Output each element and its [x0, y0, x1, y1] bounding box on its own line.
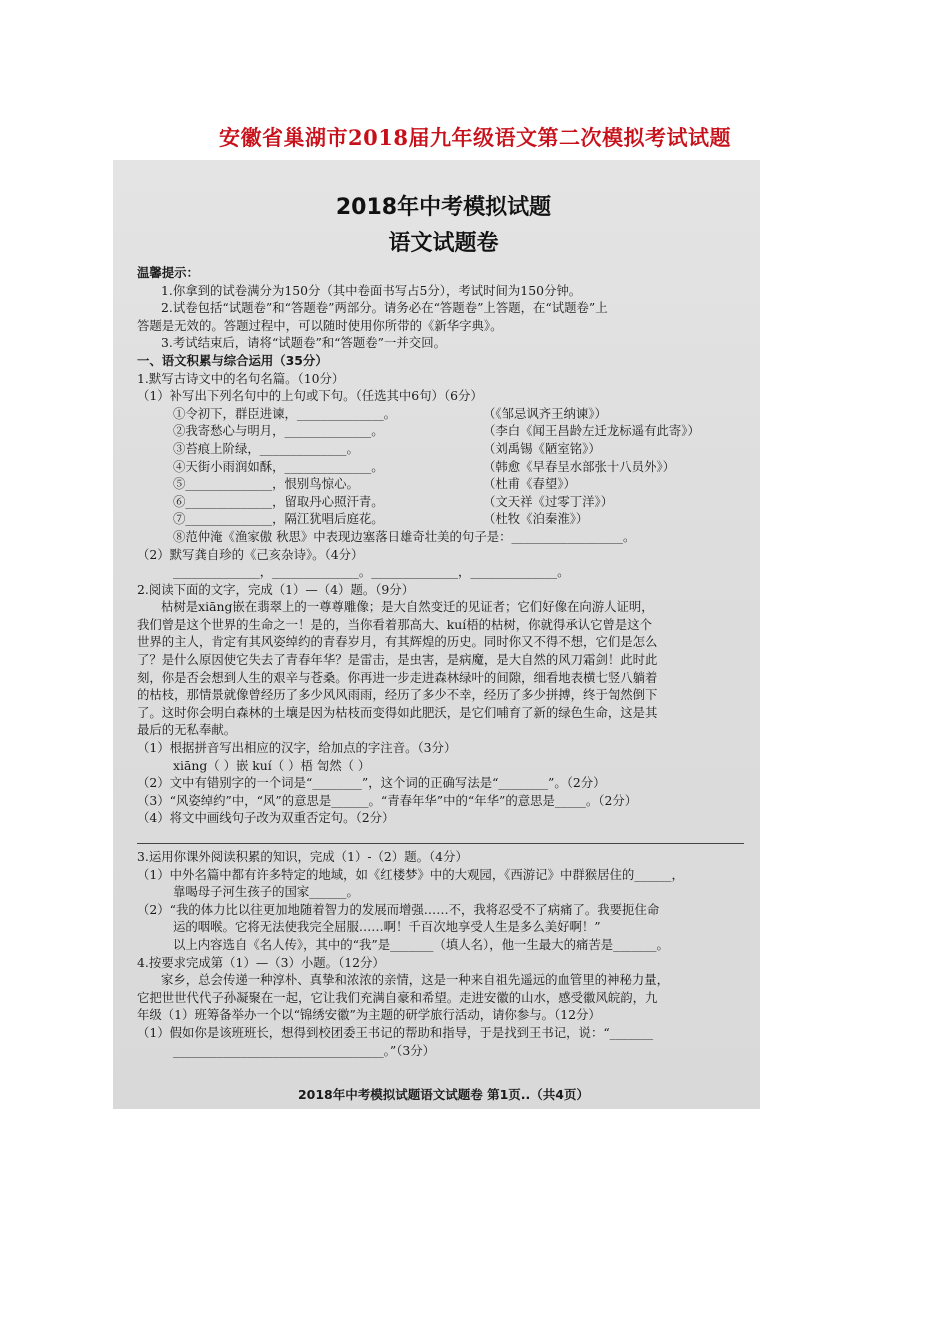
tip-line: 答题是无效的。答题过程中，可以随时使用你所带的《新华字典》。 — [137, 317, 503, 333]
question-3: 3.运用你课外阅读积累的知识，完成（1）-（2）题。（4分） — [137, 849, 468, 864]
poem-line — [137, 440, 750, 458]
poem-line-8: ⑧范仲淹《渔家傲 秋思》中表现边塞落日雄奇壮美的句子是：__________________。 — [173, 528, 636, 544]
question-2-3: （3）“风姿绰约”中，“风”的意思是______。“青春年华”中的“年华”的意思是_____。（2分） — [137, 792, 638, 808]
poem-source: （韩愈《早春呈水部张十八员外》） — [483, 458, 676, 474]
poem-source: （杜牧《泊秦淮》） — [483, 511, 589, 527]
exam-title: 2018年中考模拟试题 — [335, 195, 552, 220]
poem-left: ⑦______________，隔江犹唱后庭花。 — [173, 511, 384, 527]
poem-source: （《邹忌讽齐王纳谏》） — [483, 405, 607, 421]
passage-line: 的枯枝，那情景就像曾经历了多少风风雨雨，经历了多少不幸，经历了多少拼搏，终于訇然倒下 — [137, 687, 658, 703]
question-3-2-prompt: 以上内容选自《名人传》，其中的“我”是_______（填人名），他一生最大的痛苦是_______。 — [173, 936, 669, 952]
poem-source: （杜甫《春望》） — [483, 476, 576, 492]
passage-line: 最后的无私奉献。 — [137, 722, 237, 738]
passage-line: 了？是什么原因使它失去了青春年华？是雷击，是虫害，是病魔，是大自然的风刀霜剑！此时此 — [137, 652, 658, 668]
passage-line: 家乡，总会传递一种淳朴、真挚和浓浓的亲情，这是一种来自祖先遥远的血管里的神秘力量， — [161, 972, 670, 988]
poem-line — [137, 458, 750, 476]
poem-line — [137, 405, 750, 423]
poem-line — [137, 422, 750, 440]
scanned-exam-page — [113, 160, 760, 1109]
question-3-1-cont: 靠喝母子河生孩子的国家______。 — [173, 884, 359, 900]
poem-left: ④天街小雨润如酥，______________。 — [173, 458, 384, 474]
poem-left: ①令初下，群臣进谏，______________。 — [173, 405, 397, 421]
question-2-4: （4）将文中画线句子改为双重否定句。（2分） — [137, 810, 395, 826]
tip-line: 2.试卷包括“试题卷”和“答题卷”两部分。请务必在“答题卷”上答题，在“试题卷”上 — [161, 300, 608, 316]
question-3-1: （1）中外名篇中都有许多特定的地域，如《红楼梦》中的大观园，《西游记》中群猴居住的______， — [137, 866, 684, 882]
tip-line: 1.你拿到的试卷满分为150分（其中卷面书写占5分），考试时间为150分钟。 — [161, 282, 582, 298]
poem-left: ⑤______________，恨别鸟惊心。 — [173, 476, 359, 492]
poem-left: ③苔痕上阶绿，______________。 — [173, 440, 359, 456]
poem-source: （文天祥《过零丁洋》） — [483, 493, 614, 509]
pinyin-items: xiāng（ ）嵌 kuí（ ）梧 訇然（ ） — [173, 757, 371, 773]
poem-left: ②我寄愁心与明月，______________。 — [173, 423, 384, 439]
question-1-1: （1）补写出下列名句中的上句或下句。（任选其中6句）（6分） — [137, 388, 483, 404]
question-4: 4.按要求完成第（1）—（3）小题。（12分） — [137, 954, 385, 970]
question-4-1: （1）假如你是该班班长，想得到校团委王书记的帮助和指导，于是找到王书记，说：“_______ — [137, 1024, 654, 1040]
poem-line — [137, 475, 750, 493]
exam-subtitle: 语文试题卷 — [388, 231, 499, 256]
question-2: 2.阅读下面的文字，完成（1）—（4）题。（9分） — [137, 581, 415, 597]
poem-source: （刘禹锡《陋室铭》） — [483, 440, 601, 456]
poem-source: （李白《闻王昌龄左迁龙标遥有此寄》） — [483, 423, 700, 439]
poem-left: ⑥______________，留取丹心照汗青。 — [173, 493, 384, 509]
passage-line: 它把世世代代子孙凝聚在一起，它让我们充满自豪和希望。走进安徽的山水，感受徽风皖韵，九 — [137, 989, 658, 1005]
poem-line — [137, 510, 750, 528]
question-1-2: （2）默写龚自珍的《己亥杂诗》。（4分） — [137, 546, 364, 562]
document-title: 安徽省巢湖市2018届九年级语文第二次模拟考试试题 — [219, 125, 731, 150]
passage-line: 世界的主人，肯定有其风姿绰约的青春岁月，有其辉煌的历史。同时你又不得不想，它们是怎么 — [137, 634, 658, 650]
tip-line: 3.考试结束后，请将“试题卷”和“答题卷”一并交回。 — [161, 335, 446, 351]
question-2-1: （1）根据拼音写出相应的汉字，给加点的字注音。（3分） — [137, 740, 457, 756]
passage-line: 枯树是xiāng嵌在翡翠上的一尊尊雕像；是大自然变迁的见证者；它们好像在向游人证明， — [161, 599, 654, 615]
passage-line: 了。这时你会明白森林的土壤是因为枯枝而变得如此肥沃，是它们哺育了新的绿色生命，这是其 — [137, 704, 658, 720]
poem-line — [137, 493, 750, 511]
question-3-2-cont: 运的咽喉。它将无法使我完全屈服……啊！千百次地享受人生是多么美好啊！” — [173, 919, 601, 935]
passage-line: 刻，你是否会想到人生的艰辛与苍桑。你再进一步走进森林绿叶的间隙，细看地表横七竖八躺着 — [137, 669, 658, 685]
question-4-1-cont: __________________________________。”（3分） — [173, 1042, 436, 1058]
passage-line: 我们曾是这个世界的生命之一！是的，当你看着那高大、kuí梧的枯树，你就得承认它曾是这个 — [137, 616, 653, 632]
question-2-2: （2）文中有错别字的一个词是“________”，这个词的正确写法是“________”。（2分） — [137, 775, 606, 791]
tips-heading: 温馨提示： — [137, 265, 199, 280]
section-heading: 一、语文积累与综合运用（35分） — [137, 352, 328, 368]
question-3-2: （2）“我的体力比以往更加地随着智力的发展而增强……不，我将忍受不了病痛了。我要扼住命 — [137, 901, 660, 917]
exam-body — [137, 264, 750, 1059]
question-1: 1.默写古诗文中的名句名篇。（10分） — [137, 370, 345, 386]
answer-line — [137, 835, 744, 844]
answer-blank: ______________，______________。______________，______________。 — [173, 564, 570, 580]
page-footer: 2018年中考模拟试题语文试题卷 第1页..（共4页） — [297, 1087, 590, 1102]
passage-line: 年级（1）班筹备举办一个以“锦绣安徽”为主题的研学旅行活动，请你参与。（12分） — [137, 1007, 601, 1023]
